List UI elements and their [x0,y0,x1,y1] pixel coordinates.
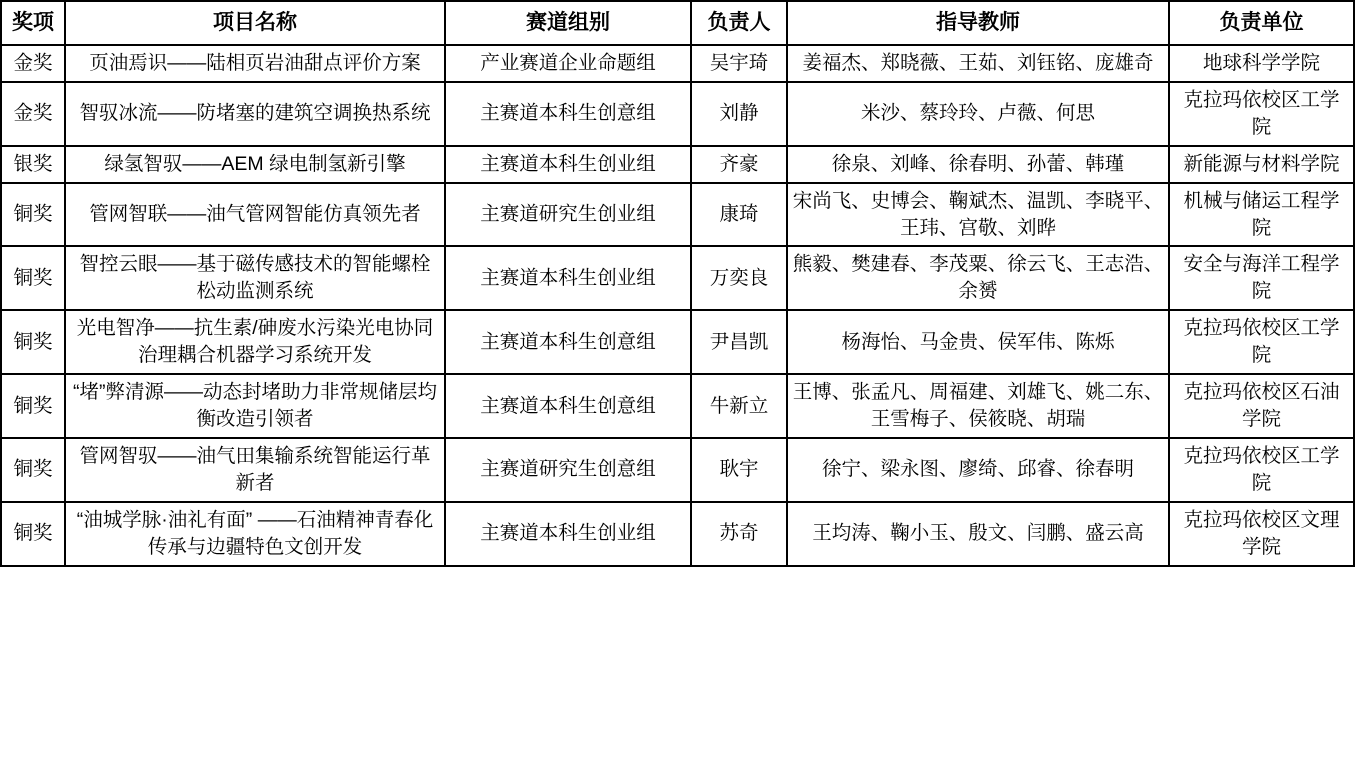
column-header-track: 赛道组别 [445,1,691,45]
cell-track: 主赛道本科生创意组 [445,82,691,146]
table-body [1,45,1354,566]
cell-project: 智驭冰流——防堵塞的建筑空调换热系统 [65,82,445,146]
table-row [1,502,1354,566]
column-header-leader: 负责人 [691,1,787,45]
cell-award: 铜奖 [1,183,65,247]
cell-award: 铜奖 [1,502,65,566]
cell-teachers: 米沙、蔡玲玲、卢薇、何思 [787,82,1169,146]
cell-teachers: 王博、张孟凡、周福建、刘雄飞、姚二东、王雪梅子、侯筱晓、胡瑞 [787,374,1169,438]
table-header [1,1,1354,45]
cell-leader: 苏奇 [691,502,787,566]
cell-project: “堵”弊清源——动态封堵助力非常规储层均衡改造引领者 [65,374,445,438]
cell-track: 主赛道研究生创意组 [445,438,691,502]
table-row [1,183,1354,247]
cell-project: “油城学脉·油礼有面” ——石油精神青春化传承与边疆特色文创开发 [65,502,445,566]
cell-unit: 克拉玛依校区石油学院 [1169,374,1354,438]
cell-award: 铜奖 [1,374,65,438]
cell-leader: 康琦 [691,183,787,247]
cell-leader: 耿宇 [691,438,787,502]
cell-project: 管网智联——油气管网智能仿真领先者 [65,183,445,247]
cell-unit: 新能源与材料学院 [1169,146,1354,183]
cell-leader: 万奕良 [691,246,787,310]
cell-award: 铜奖 [1,438,65,502]
cell-track: 主赛道本科生创意组 [445,374,691,438]
cell-project: 绿氢智驭——AEM 绿电制氢新引擎 [65,146,445,183]
column-header-project: 项目名称 [65,1,445,45]
cell-teachers: 熊毅、樊建春、李茂粟、徐云飞、王志浩、余赟 [787,246,1169,310]
cell-unit: 克拉玛依校区工学院 [1169,438,1354,502]
cell-teachers: 徐泉、刘峰、徐春明、孙蕾、韩瑾 [787,146,1169,183]
cell-track: 主赛道本科生创业组 [445,246,691,310]
cell-unit: 克拉玛依校区文理学院 [1169,502,1354,566]
cell-leader: 吴宇琦 [691,45,787,82]
column-header-teachers: 指导教师 [787,1,1169,45]
cell-teachers: 杨海怡、马金贵、侯军伟、陈烁 [787,310,1169,374]
cell-leader: 尹昌凯 [691,310,787,374]
cell-track: 主赛道本科生创意组 [445,310,691,374]
cell-track: 主赛道本科生创业组 [445,502,691,566]
cell-unit: 克拉玛依校区工学院 [1169,82,1354,146]
column-header-award: 奖项 [1,1,65,45]
cell-unit: 克拉玛依校区工学院 [1169,310,1354,374]
cell-award: 铜奖 [1,310,65,374]
cell-award: 金奖 [1,45,65,82]
cell-track: 产业赛道企业命题组 [445,45,691,82]
table-row [1,146,1354,183]
table-row [1,45,1354,82]
cell-leader: 刘静 [691,82,787,146]
cell-teachers: 宋尚飞、史博会、鞠斌杰、温凯、李晓平、王玮、宫敬、刘晔 [787,183,1169,247]
cell-leader: 牛新立 [691,374,787,438]
table-row [1,82,1354,146]
cell-project: 管网智驭——油气田集输系统智能运行革新者 [65,438,445,502]
table-row [1,246,1354,310]
table-header-row [1,1,1354,45]
cell-project: 光电智净——抗生素/砷废水污染光电协同治理耦合机器学习系统开发 [65,310,445,374]
cell-teachers: 徐宁、梁永图、廖绮、邱睿、徐春明 [787,438,1169,502]
cell-award: 金奖 [1,82,65,146]
cell-award: 铜奖 [1,246,65,310]
cell-project: 页油焉识——陆相页岩油甜点评价方案 [65,45,445,82]
cell-track: 主赛道本科生创业组 [445,146,691,183]
cell-unit: 安全与海洋工程学院 [1169,246,1354,310]
cell-teachers: 王均涛、鞠小玉、殷文、闫鹏、盛云高 [787,502,1169,566]
cell-award: 银奖 [1,146,65,183]
cell-teachers: 姜福杰、郑晓薇、王茹、刘钰铭、庞雄奇 [787,45,1169,82]
cell-leader: 齐豪 [691,146,787,183]
table-row [1,310,1354,374]
cell-project: 智控云眼——基于磁传感技术的智能螺栓松动监测系统 [65,246,445,310]
column-header-unit: 负责单位 [1169,1,1354,45]
cell-track: 主赛道研究生创业组 [445,183,691,247]
cell-unit: 地球科学学院 [1169,45,1354,82]
table-row [1,438,1354,502]
table-row [1,374,1354,438]
cell-unit: 机械与储运工程学院 [1169,183,1354,247]
